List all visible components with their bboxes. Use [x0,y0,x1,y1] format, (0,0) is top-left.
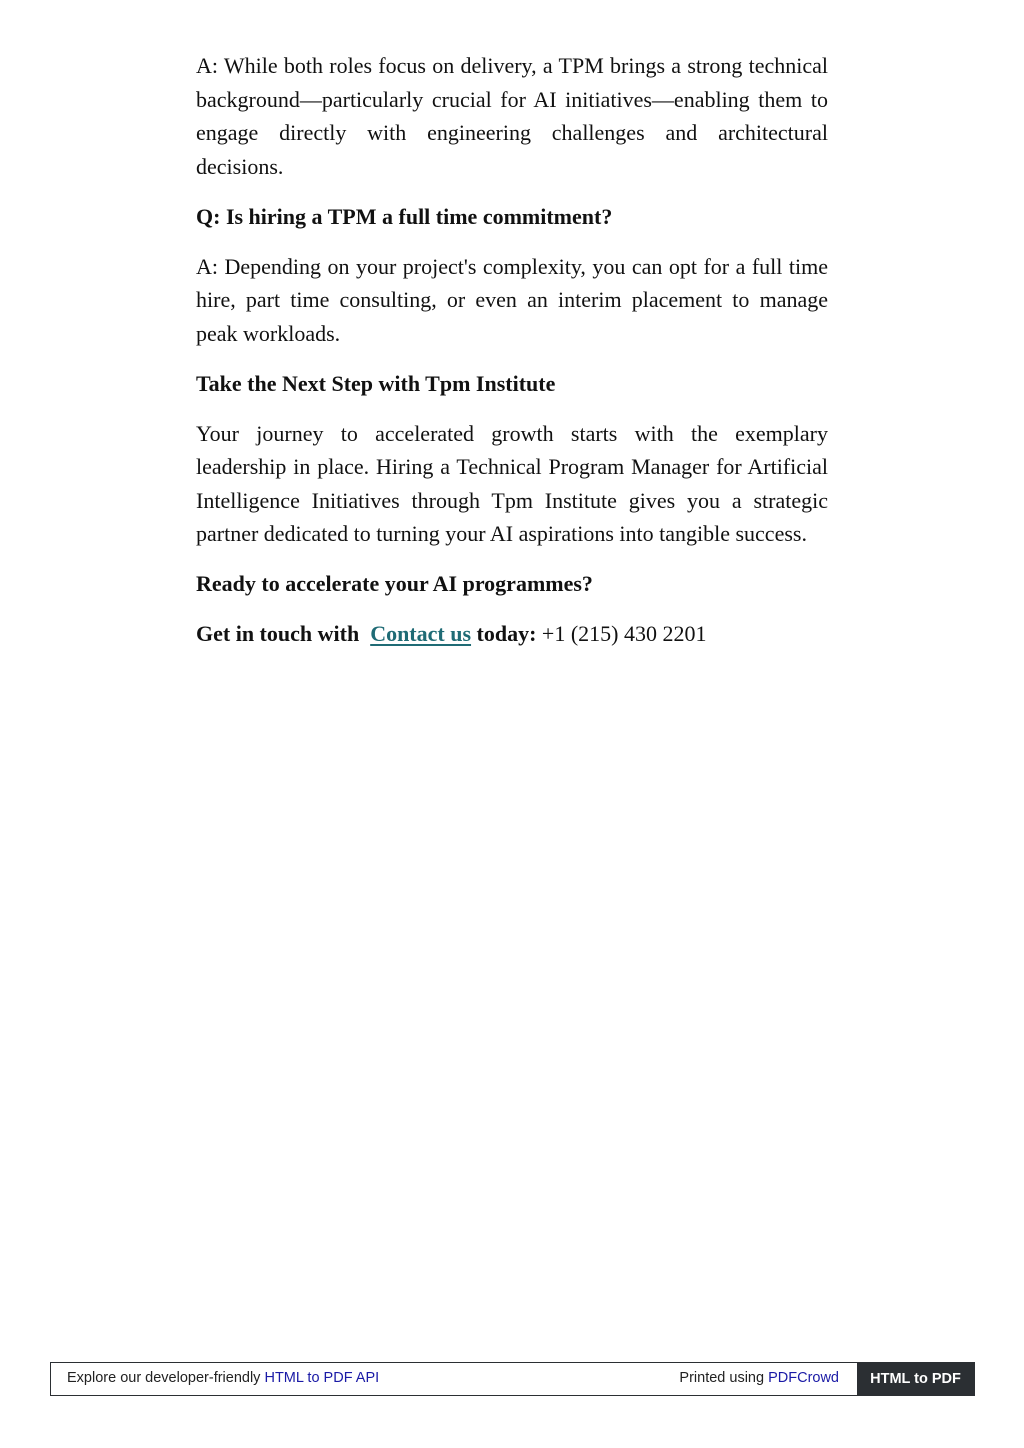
contact-today-label: today: [476,621,537,646]
footer-printed-using [679,1363,839,1394]
contact-us-link[interactable]: Contact us [370,621,472,646]
contact-prefix: Get in touch with [196,621,360,646]
contact-phone-number: +1 (215) 430 2201 [541,621,707,646]
answer-paragraph-roles: A: While both roles focus on delivery, a TPM brings a strong technical background—particularly crucial for AI initiatives—enabling them to engage directly with engineering challenges and architectural decisions. [196,53,828,179]
html-to-pdf-button[interactable]: HTML to PDF [857,1362,975,1396]
pdfcrowd-link[interactable]: PDFCrowd [768,1370,839,1386]
footer-explore [67,1363,379,1394]
footer-printed-text: Printed using [679,1370,765,1386]
answer-paragraph-fulltime: A: Depending on your project's complexity, you can opt for a full time hire, part time consulting, or even an interim placement to manage peak workloads. [196,253,828,346]
contact-line [196,617,828,651]
footer-explore-text: Explore our developer-friendly [67,1370,261,1386]
pdfcrowd-footer-bar [50,1362,974,1396]
html-to-pdf-api-link[interactable]: HTML to PDF API [264,1370,380,1386]
journey-paragraph: Your journey to accelerated growth starts with the exemplary leadership in place. Hiring a Technical Program Manager for Artificial Intelligence Initiatives through Tpm Institute gives you a strategic partner dedicated to turning your AI aspirations into tangible success. [196,420,828,546]
question-fulltime-commitment: Q: Is hiring a TPM a full time commitment? [196,203,613,229]
next-step-heading: Take the Next Step with Tpm Institute [196,370,556,396]
ready-heading: Ready to accelerate your AI programmes? [196,571,593,596]
article-content [196,49,828,667]
